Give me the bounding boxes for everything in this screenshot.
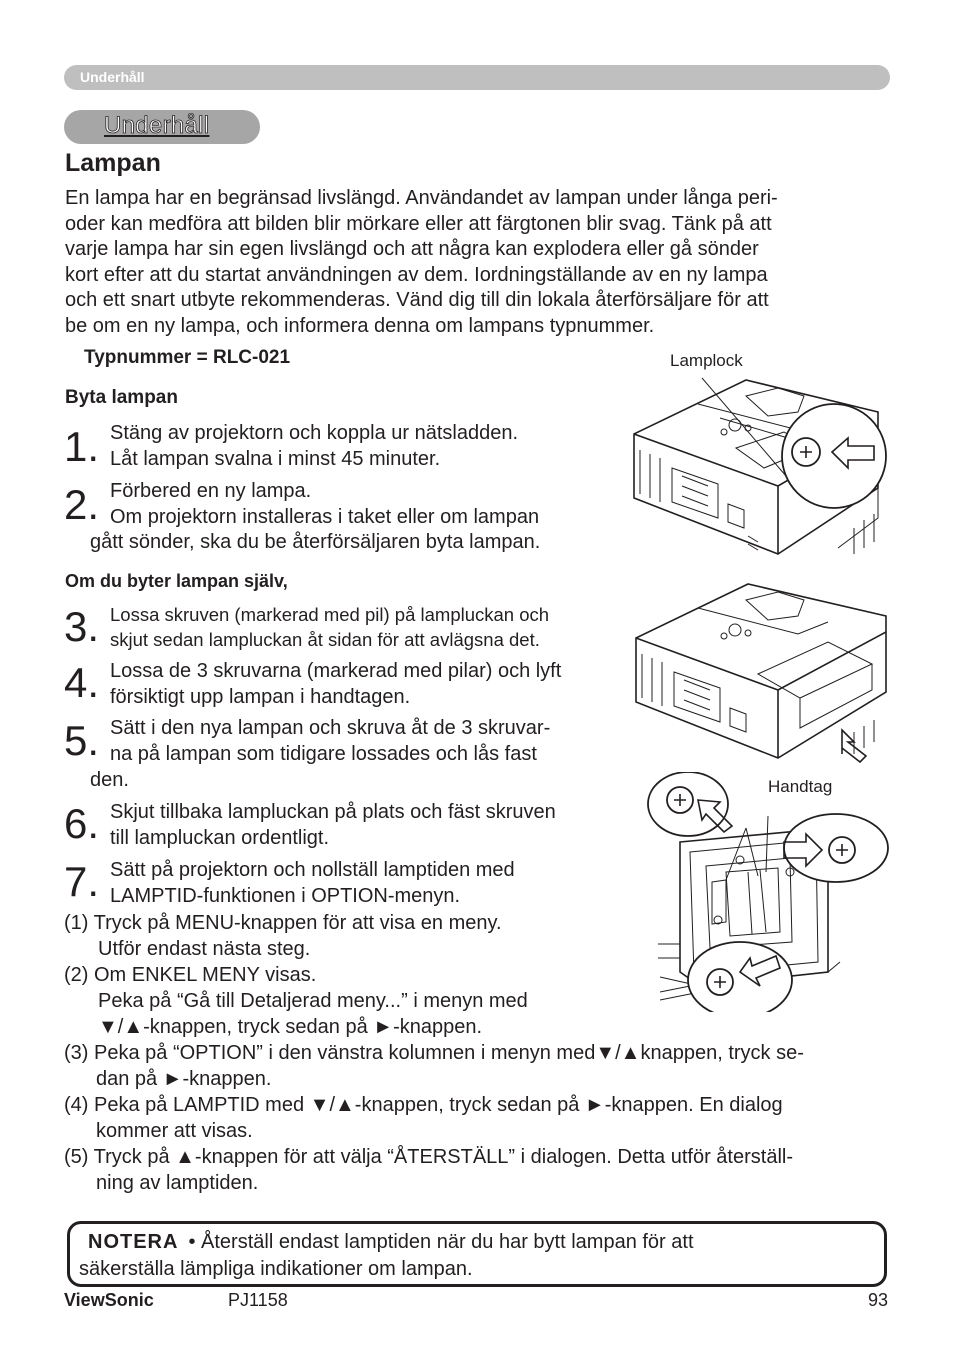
footer-model: PJ1158 bbox=[228, 1290, 288, 1310]
step-line: Förbered en ny lampa. bbox=[110, 480, 312, 502]
step-line: försiktigt upp lampan i handtagen. bbox=[110, 685, 411, 708]
section-heading: Lampan bbox=[65, 149, 161, 177]
section-pill-label: Underhåll bbox=[104, 112, 210, 139]
step-3-text bbox=[110, 602, 549, 652]
step-line: LAMPTID-funktionen i OPTION-menyn. bbox=[110, 884, 461, 907]
label-handtag: Handtag bbox=[768, 777, 833, 796]
step-line: Sätt på projektorn och nollställ lamptiden med bbox=[110, 859, 515, 881]
step-number: 1. bbox=[64, 423, 100, 470]
step-6-text bbox=[110, 800, 556, 851]
substep-line: Utför endast nästa steg. bbox=[98, 938, 311, 960]
projector-lamp-cover-illustration bbox=[628, 368, 890, 564]
header-band-label: Underhåll bbox=[80, 69, 145, 85]
step-line: till lampluckan ordentligt. bbox=[110, 826, 329, 849]
step-line: Stäng av projektorn och koppla ur nätsladden. bbox=[110, 422, 519, 444]
substep-line: (2) Om ENKEL MENY visas. bbox=[64, 964, 317, 986]
step-line: Lossa de 3 skruvarna (markerad med pilar) och lyft bbox=[110, 660, 562, 682]
step-4-text bbox=[110, 659, 561, 710]
note-line-1 bbox=[88, 1231, 694, 1254]
step-number: 3. bbox=[64, 603, 100, 650]
step-line: Sätt i den nya lampan och skruva åt de 3 skruvar- bbox=[110, 717, 551, 739]
step-2-text bbox=[110, 479, 539, 530]
step-1-text bbox=[110, 421, 518, 472]
intro-line: En lampa har en begränsad livslängd. Användandet av lampan under långa peri- bbox=[65, 187, 778, 209]
substep-line: dan på ►-knappen. bbox=[96, 1068, 272, 1090]
intro-line: oder kan medföra att bilden blir mörkare eller att färgtonen blir svag. Tänk på att bbox=[65, 212, 772, 235]
substep-line: (1) Tryck på MENU-knappen för att visa en meny. bbox=[64, 912, 502, 934]
step-7-text bbox=[110, 858, 515, 909]
label-lamplock: Lamplock bbox=[670, 351, 743, 370]
step-line: skjut sedan lampluckan åt sidan för att avlägsna det. bbox=[110, 629, 540, 650]
lamp-screws-illustration bbox=[640, 772, 890, 1012]
substep-line: ▼/▲-knappen, tryck sedan på ►-knappen. bbox=[98, 1016, 483, 1038]
step-number: 2. bbox=[64, 481, 100, 528]
type-number: Typnummer = RLC-021 bbox=[84, 347, 291, 368]
intro-line: varje lampa har sin egen livslängd och att några kan explodera eller gå sönder bbox=[65, 238, 759, 260]
step-line: gått sönder, ska du be återförsäljaren byta lampan. bbox=[90, 531, 541, 553]
note-text: • Återställ endast lamptiden när du har bytt lampan för att bbox=[188, 1231, 694, 1253]
intro-line: kort efter att du startat användningen av dem. Iordningställande av en ny lampa bbox=[65, 263, 768, 286]
step-line: Skjut tillbaka lampluckan på plats och fäst skruven bbox=[110, 801, 556, 823]
step-number: 4. bbox=[64, 659, 100, 706]
section-pill bbox=[64, 110, 260, 144]
step-line: den. bbox=[90, 769, 129, 791]
step-line: Låt lampan svalna i minst 45 minuter. bbox=[110, 447, 441, 470]
substep-line: Peka på “Gå till Detaljerad meny...” i menyn med bbox=[98, 990, 528, 1012]
step-number: 6. bbox=[64, 800, 100, 847]
header-band bbox=[64, 65, 890, 90]
step-5-text bbox=[110, 716, 550, 767]
page-number: 93 bbox=[868, 1290, 889, 1310]
substep-line: kommer att visas. bbox=[96, 1120, 253, 1142]
replace-heading: Byta lampan bbox=[65, 387, 178, 408]
intro-line: be om en ny lampa, och informera denna om lampans typnummer. bbox=[65, 314, 655, 337]
note-box bbox=[67, 1221, 887, 1287]
step-line: Lossa skruven (markerad med pil) på lampluckan och bbox=[110, 604, 550, 625]
note-keyword: NOTERA bbox=[88, 1231, 179, 1253]
substep-line: (5) Tryck på ▲-knappen för att välja “ÅTERSTÄLL” i dialogen. Detta utför återställ- bbox=[64, 1146, 793, 1168]
substep-line: (3) Peka på “OPTION” i den vänstra kolumnen i menyn med▼/▲knappen, tryck se- bbox=[64, 1042, 804, 1064]
step-number: 5. bbox=[64, 717, 100, 764]
self-heading: Om du byter lampan själv, bbox=[65, 571, 288, 591]
substep-line: (4) Peka på LAMPTID med ▼/▲-knappen, tryck sedan på ►-knappen. En dialog bbox=[64, 1094, 783, 1116]
note-line-2: säkerställa lämpliga indikationer om lampan. bbox=[79, 1258, 473, 1280]
step-number: 7. bbox=[64, 858, 100, 905]
step-line: Om projektorn installeras i taket eller om lampan bbox=[110, 505, 540, 528]
footer-brand: ViewSonic bbox=[64, 1290, 154, 1310]
intro-paragraph bbox=[65, 186, 885, 339]
step-line: na på lampan som tidigare lossades och lås fast bbox=[110, 742, 537, 765]
intro-line: och ett snart utbyte rekommenderas. Vänd dig till din lokala återförsäljare för att bbox=[65, 289, 769, 311]
projector-cover-removed-illustration bbox=[628, 578, 890, 774]
substep-line: ning av lamptiden. bbox=[96, 1172, 259, 1194]
